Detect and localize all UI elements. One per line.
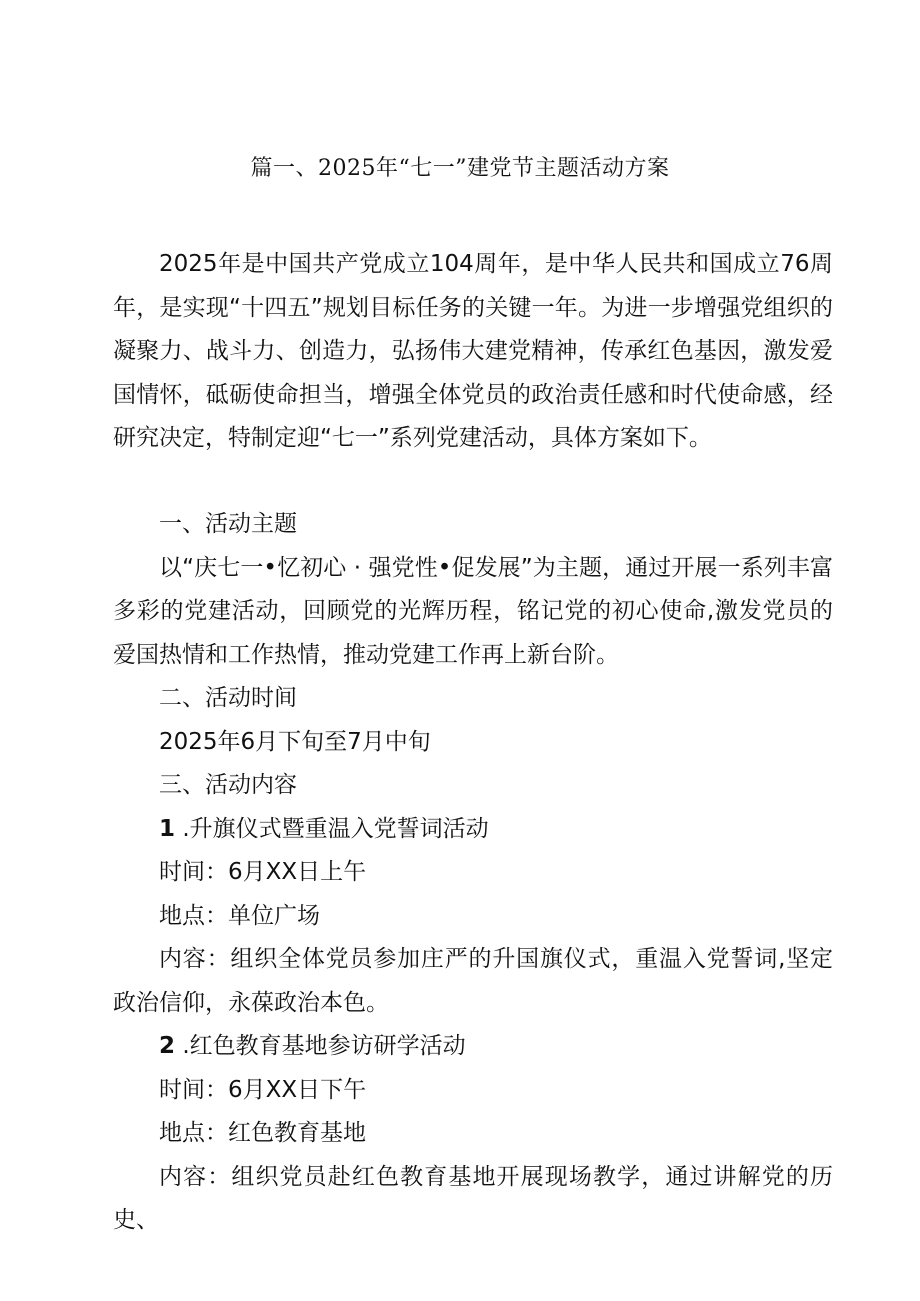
document-sections	[113, 503, 833, 1243]
activity-title-text: .红色教育基地参访研学活动	[175, 1033, 466, 1059]
section-heading-theme: 一、活动主题	[159, 511, 297, 537]
activity-place: 地点：红色教育基地	[159, 1120, 366, 1146]
section-heading-time: 二、活动时间	[159, 685, 297, 711]
activity-content: 内容：组织党员赴红色教育基地开展现场教学，通过讲解党的历史、	[113, 1163, 833, 1233]
section-body-theme: 以“庆七一•忆初心 · 强党性•促发展”为主题，通过开展一系列丰富多彩的党建活动，回顾党的光辉历程，铭记党的初心使命,激发党员的爱国热情和工作热情，推动党建工作再上新台阶。	[113, 554, 833, 668]
document-body	[113, 243, 833, 461]
activity-time: 时间：6月XX日上午	[159, 859, 367, 885]
section-heading-content: 三、活动内容	[159, 772, 297, 798]
intro-paragraph: 2025年是中国共产党成立104周年，是中华人民共和国成立76周年，是实现“十四五”规划目标任务的关键一年。为进一步增强党组织的凝聚力、战斗力、创造力，弘扬伟大建党精神，传承红色基因，激发爱国情怀，砥砺使命担当，增强全体党员的政治责任感和时代使命感，经研究决定，特制定迎“七一”系列党建活动，具体方案如下。	[113, 251, 833, 451]
activity-place: 地点：单位广场	[159, 902, 320, 929]
document-title: 篇一、2025年“七一”建党节主题活动方案	[250, 156, 670, 181]
activity-title	[113, 808, 833, 852]
activity-title-text: .升旗仪式暨重温入党誓词活动	[175, 815, 489, 842]
activity-content: 内容：组织全体党员参加庄严的升国旗仪式，重温入党誓词,坚定政治信仰，永葆政治本色。	[113, 946, 833, 1016]
activity-time: 时间：6月XX日下午	[159, 1076, 367, 1103]
activity-title	[113, 1025, 833, 1069]
activity-number: 1	[159, 815, 176, 842]
section-body-time: 2025年6月下旬至7月中旬	[159, 728, 431, 755]
activity-number: 2	[159, 1033, 176, 1059]
